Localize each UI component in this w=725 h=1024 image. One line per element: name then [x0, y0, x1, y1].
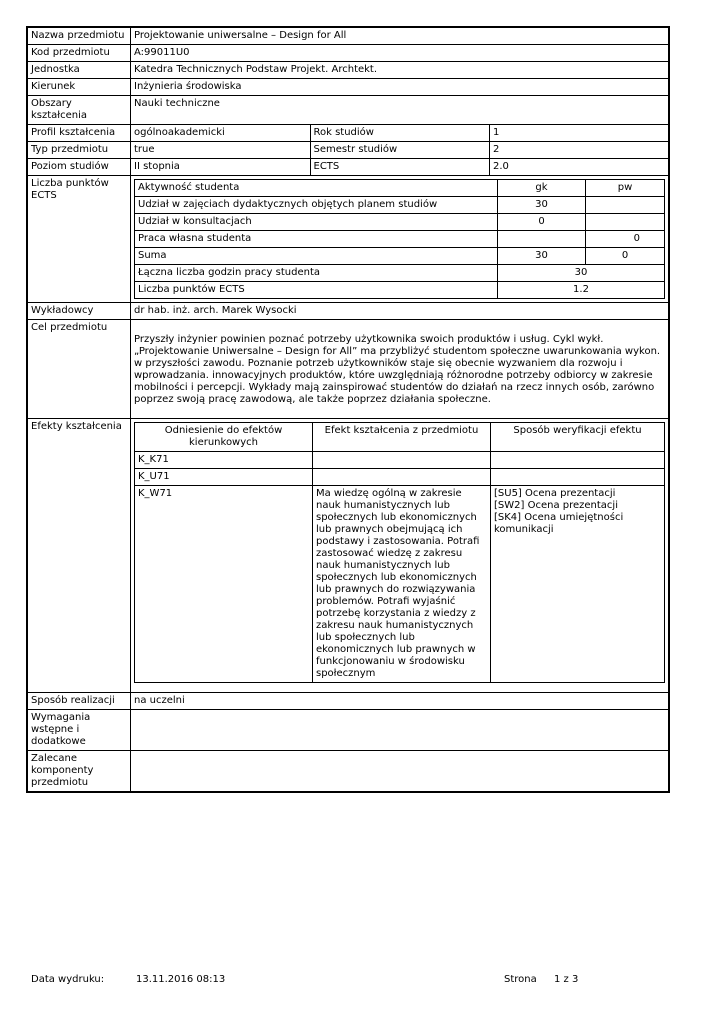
row-ects-detail — [27, 176, 669, 303]
ects-total-hours-name: Łączna liczba godzin pracy studenta — [135, 265, 498, 282]
efekty-row-c2 — [313, 469, 491, 486]
value-profil: ogólnoakademicki — [131, 125, 311, 142]
label-obszary: Obszary kształcenia — [27, 96, 131, 125]
row-kod — [27, 45, 669, 62]
ects-head-name: Aktywność studenta — [135, 180, 498, 197]
ects-row-name: Praca własna studenta — [135, 231, 498, 248]
ects-row-pw — [586, 197, 665, 214]
row-profil — [27, 125, 669, 142]
label-profil: Profil kształcenia — [27, 125, 131, 142]
ects-total-hours-row — [135, 265, 665, 282]
value-nazwa: Projektowanie uniwersalne – Design for All — [131, 27, 670, 45]
efekty-row-c1: K_U71 — [135, 469, 313, 486]
efekty-head-c3: Sposób weryfikacji efektu — [491, 423, 665, 452]
verification-item: [SW2] Ocena prezentacji — [494, 500, 618, 511]
efekty-table — [134, 422, 665, 683]
efekty-cell — [131, 419, 670, 693]
row-cel — [27, 320, 669, 419]
value-sposob: na uczelni — [131, 693, 670, 710]
efekty-row-c3 — [491, 486, 665, 683]
print-date-label: Data wydruku: — [31, 974, 105, 985]
ects-row — [135, 197, 665, 214]
ects-cell — [131, 176, 670, 303]
value-poziom: II stopnia — [131, 159, 311, 176]
label-jednostka: Jednostka — [27, 62, 131, 79]
label-typ: Typ przedmiotu — [27, 142, 131, 159]
ects-head-row — [135, 180, 665, 197]
label-cel: Cel przedmiotu — [27, 320, 131, 419]
efekty-head-row — [135, 423, 665, 452]
value-wykladowcy: dr hab. inż. arch. Marek Wysocki — [131, 303, 670, 320]
ects-head-gk: gk — [498, 180, 586, 197]
row-wymagania — [27, 710, 669, 751]
efekty-row-c1: K_K71 — [135, 452, 313, 469]
ects-row — [135, 231, 665, 248]
ects-row-pw — [586, 214, 665, 231]
value-obszary: Nauki techniczne — [131, 96, 670, 125]
ects-row-gk: 30 — [498, 197, 586, 214]
efekty-head-c1: Odniesienie do efektów kierunkowych — [135, 423, 313, 452]
value-wymagania — [131, 710, 670, 751]
row-poziom — [27, 159, 669, 176]
value-rok: 1 — [490, 125, 670, 142]
efekty-row — [135, 469, 665, 486]
value-typ: true — [131, 142, 311, 159]
ects-row-name: Suma — [135, 248, 498, 265]
value-zalecane — [131, 751, 670, 793]
ects-row-name: Udział w konsultacjach — [135, 214, 498, 231]
efekty-row-c1: K_W71 — [135, 486, 313, 683]
label-ects: ECTS — [310, 159, 490, 176]
row-kierunek — [27, 79, 669, 96]
label-kierunek: Kierunek — [27, 79, 131, 96]
value-kierunek: Inżynieria środowiska — [131, 79, 670, 96]
verification-item: [SK4] Ocena umiejętności komunikacji — [494, 512, 624, 535]
label-efekty: Efekty kształcenia — [27, 419, 131, 693]
syllabus-table — [26, 26, 670, 793]
row-wykladowcy — [27, 303, 669, 320]
ects-row-gk — [498, 231, 586, 248]
ects-row-gk: 0 — [498, 214, 586, 231]
label-sposob: Sposób realizacji — [27, 693, 131, 710]
label-wymagania: Wymagania wstępne i dodatkowe — [27, 710, 131, 751]
label-poziom: Poziom studiów — [27, 159, 131, 176]
row-jednostka — [27, 62, 669, 79]
ects-table — [134, 179, 665, 299]
label-ects-points: Liczba punktów ECTS — [27, 176, 131, 303]
efekty-row-c2: Ma wiedzę ogólną w zakresie nauk humanistycznych lub społecznych lub ekonomicznych lub prawnych obejmującą ich podstawy i zastosowania. Potrafi zastosować wiedzę z zakresu nauk humanistycznych lub społecznych lub ekonomicznych lub prawnych do rozwiązywania problemów. Potrafi wyjaśnić potrzebę korzystania z wiedzy z zakresu nauk humanistycznych lub społecznych lub ekonomicznych lub prawnych w funkcjonowaniu w środowisku społecznym — [313, 486, 491, 683]
ects-total-points-value: 1.2 — [498, 282, 665, 299]
row-sposob — [27, 693, 669, 710]
value-kod: A:99011U0 — [131, 45, 670, 62]
ects-total-points-row — [135, 282, 665, 299]
ects-row — [135, 214, 665, 231]
label-kod: Kod przedmiotu — [27, 45, 131, 62]
efekty-row-c3 — [491, 452, 665, 469]
value-ects: 2.0 — [490, 159, 670, 176]
efekty-row-c3 — [491, 469, 665, 486]
label-wykladowcy: Wykładowcy — [27, 303, 131, 320]
row-obszary — [27, 96, 669, 125]
ects-row — [135, 248, 665, 265]
row-efekty — [27, 419, 669, 693]
label-zalecane: Zalecane komponenty przedmiotu — [27, 751, 131, 793]
efekty-row — [135, 486, 665, 683]
efekty-row-c2 — [313, 452, 491, 469]
ects-row-pw: 0 — [586, 248, 665, 265]
ects-head-pw: pw — [586, 180, 665, 197]
value-cel: Przyszły inżynier powinien poznać potrzeby użytkownika swoich produktów i usług. Cykl wykł. „Projektowanie Uniwersalne – Design for All” ma przybliżyć studentom społeczne uwarunkowania wykon. w przyszłości zawodu. Poznanie potrzeb użytkowników staje się obecnie wyzwaniem dla rozwoju i wprowadzania. innowacyjnych produktów, które uwzględniają różnorodne potrzeby odbiorcy w zakresie mobilności i percepcji. Wykłady mają zainspirować studentów do działań na rzecz innych osób, zarówno poprzez swoją pracę zawodową, ale także poprzez działania społeczne. — [131, 320, 670, 419]
verification-item: [SU5] Ocena prezentacji — [494, 488, 616, 499]
value-semestr: 2 — [490, 142, 670, 159]
ects-row-pw: 0 — [586, 231, 665, 248]
efekty-row — [135, 452, 665, 469]
ects-row-name: Udział w zajęciach dydaktycznych objętych planem studiów — [135, 197, 498, 214]
row-zalecane — [27, 751, 669, 793]
print-date-value: 13.11.2016 08:13 — [136, 974, 226, 985]
label-semestr: Semestr studiów — [310, 142, 490, 159]
efekty-head-c2: Efekt kształcenia z przedmiotu — [313, 423, 491, 452]
label-rok: Rok studiów — [310, 125, 490, 142]
value-jednostka: Katedra Technicznych Podstaw Projekt. Archtekt. — [131, 62, 670, 79]
ects-total-hours-value: 30 — [498, 265, 665, 282]
label-nazwa: Nazwa przedmiotu — [27, 27, 131, 45]
ects-total-points-name: Liczba punktów ECTS — [135, 282, 498, 299]
page-number: 1 z 3 — [554, 974, 579, 985]
row-nazwa — [27, 27, 669, 45]
ects-row-gk: 30 — [498, 248, 586, 265]
row-typ — [27, 142, 669, 159]
page-label: Strona — [504, 974, 537, 985]
